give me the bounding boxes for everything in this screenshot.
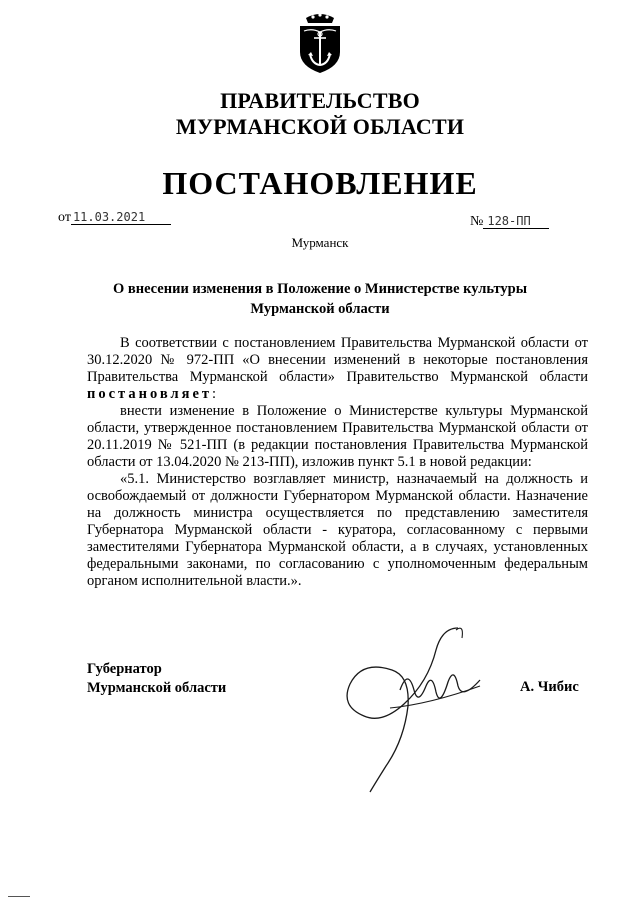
body-paragraph-3: «5.1. Министерство возглавляет министр, назначаемый на должность и освобождаемый от должности Губернатором Мурманской области. Назначение на должность министра осуществляется по представлению заместителя Губернатора Мурманской области - куратора, согласованному с первыми заместителями Губернатора Мурманской области, а в случаях, установленных федеральными законами, по согласованию с уполномоченным федеральным органом исполнительной власти.». [87, 471, 588, 589]
number-prefix: № [470, 214, 484, 229]
body-paragraph-1 [87, 335, 588, 403]
date-value: 11.03.2021 [71, 210, 171, 225]
org-name-line1: ПРАВИТЕЛЬСТВО [220, 88, 420, 113]
document-subject [100, 279, 540, 319]
org-name-line2: МУРМАНСКОЙ ОБЛАСТИ [175, 114, 465, 139]
body-paragraph-2: внести изменение в Положение о Министерстве культуры Мурманской области, утвержденное постановлением Правительства Мурманской области от 20.11.2019 № 521-ПП (в редакции постановления Правительства Мурманской области от 13.04.2020 № 213-ПП), изложив пункт 5.1 в новой редакции: [87, 403, 588, 470]
document-city: Мурманск [291, 235, 349, 250]
signature-icon [330, 620, 490, 795]
resolves-word: постановляет [87, 386, 213, 402]
number-value: 128-ПП [483, 214, 548, 229]
subject-line2: Мурманской области [250, 301, 390, 317]
document-type: ПОСТАНОВЛЕНИЕ [162, 165, 478, 201]
signatory-position [87, 660, 226, 698]
document-number [470, 214, 549, 230]
resolves-colon: : [212, 386, 217, 402]
position-line1: Губернатор [87, 661, 162, 677]
subject-line1: О внесении изменения в Положение о Министерстве культуры [112, 281, 528, 297]
position-line2: Мурманской области [87, 680, 227, 696]
preamble-text: В соответствии с постановлением Правительства Мурманской области от 30.12.2020 № 972-ПП «О внесении изменений в некоторые постановления Правительства Мурманской области» Правительство Мурманской области [87, 335, 588, 385]
signatory-name: А. Чибис [520, 679, 579, 695]
document-date [58, 210, 171, 226]
coat-of-arms-icon [292, 10, 348, 74]
document-body [87, 335, 588, 590]
date-prefix: от [58, 210, 71, 225]
footer-divider [8, 896, 30, 897]
